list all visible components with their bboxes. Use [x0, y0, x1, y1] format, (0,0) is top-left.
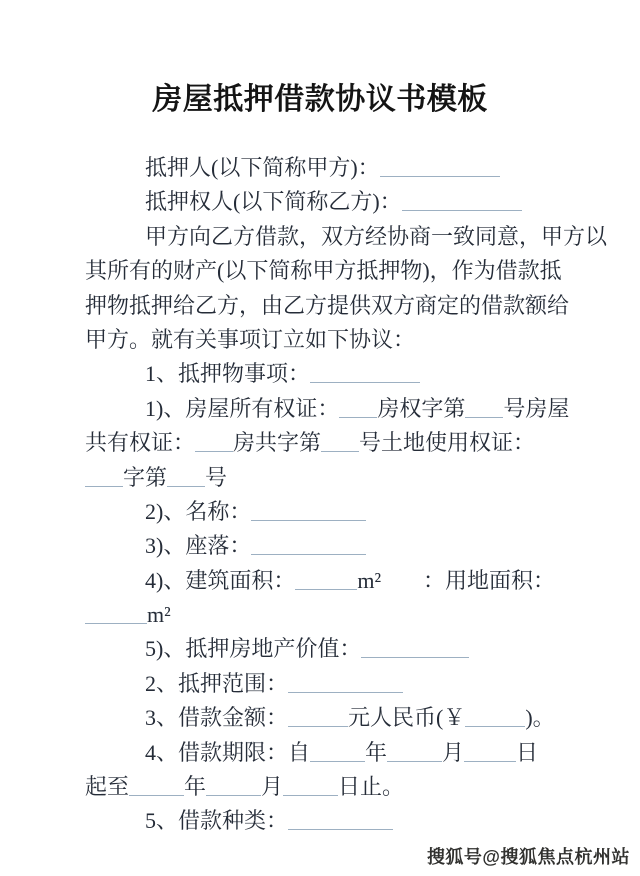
text-run: 年: [365, 739, 388, 765]
text-run: 年: [184, 774, 207, 800]
blank-underline: [310, 365, 420, 383]
blank-underline: [129, 778, 184, 796]
document-line: [85, 254, 597, 288]
text-run: m²: [357, 567, 382, 593]
blank-underline: [288, 709, 348, 727]
blank-underline: [339, 400, 377, 418]
text-run: 抵押人(以下简称甲方)：: [145, 155, 380, 180]
text-run: 4)、建筑面积：: [145, 567, 296, 593]
text-run: 其所有的财产(以下简称甲方抵押物)，作为借款抵: [85, 258, 562, 284]
document-line: [85, 804, 597, 838]
blank-underline: [465, 400, 503, 418]
document-line: [85, 151, 597, 185]
document-line: [85, 185, 597, 219]
text-run: 日: [516, 739, 539, 765]
text-run: 1)、房屋所有权证：: [145, 395, 340, 421]
watermark-text: 搜狐号@搜狐焦点杭州站: [426, 847, 630, 867]
blank-underline: [387, 744, 442, 762]
document-line: [85, 357, 597, 391]
document-line: [85, 770, 597, 804]
text-run: 号土地使用权证：: [359, 430, 536, 456]
blank-underline: [251, 503, 366, 521]
text-run: 甲方向乙方借款，双方经协商一致同意，甲方以: [145, 223, 608, 249]
text-run: 4、借款期限：自: [145, 739, 311, 765]
text-run: 甲方。就有关事项订立如下协议：: [85, 326, 416, 352]
document-line: [85, 564, 597, 598]
text-run: 日止。: [338, 774, 405, 800]
text-run: 共有权证：: [85, 430, 196, 456]
document-line: [85, 529, 597, 563]
text-run: 元人民币(￥: [348, 705, 466, 731]
text-run: 起至: [85, 774, 130, 800]
text-run: m²: [147, 602, 171, 628]
text-run: 月: [442, 739, 465, 765]
blank-underline: [206, 778, 261, 796]
document-line: [85, 220, 608, 254]
document-line: [85, 701, 597, 735]
text-run: 号房屋: [503, 395, 570, 421]
blank-underline: [167, 469, 205, 487]
blank-underline: [195, 434, 233, 452]
text-run: 抵押权人(以下简称乙方)：: [145, 189, 402, 215]
text-run: 3)、座落：: [145, 533, 252, 559]
document-line: [85, 392, 597, 426]
document-line: [85, 598, 597, 632]
blank-underline: [288, 812, 393, 830]
blank-underline: [465, 709, 525, 727]
document-title: 房屋抵押借款协议书模板: [152, 83, 488, 116]
blank-underline: [288, 675, 403, 693]
blank-underline: [85, 606, 147, 624]
text-run: )。: [525, 705, 555, 731]
blank-underline: [361, 640, 469, 658]
text-run: 2、抵押范围：: [145, 670, 289, 696]
blank-underline: [283, 778, 338, 796]
blank-underline: [464, 744, 516, 762]
text-run: 1、抵押物事项：: [145, 361, 311, 387]
document-lines: [85, 151, 608, 839]
blank-underline: [310, 744, 365, 762]
document-line: [85, 736, 597, 770]
document-line: [85, 289, 597, 323]
text-run: 3、借款金额：: [145, 705, 289, 731]
document-line: [85, 426, 597, 460]
text-run: 房权字第: [377, 395, 466, 421]
text-run: 字第: [123, 464, 168, 490]
document-line: [85, 323, 597, 357]
text-run: ：用地面积：: [423, 567, 556, 593]
blank-underline: [402, 193, 522, 211]
text-run: 号: [205, 464, 228, 490]
text-run: 月: [261, 774, 284, 800]
text-run: 5)、抵押房地产价值：: [145, 636, 362, 662]
text-run: 5、借款种类：: [145, 808, 289, 834]
text-run: 押物抵押给乙方，由乙方提供双方商定的借款额给: [85, 292, 570, 318]
blank-underline: [295, 572, 357, 590]
text-run: 房共字第: [233, 430, 322, 456]
document-line: [85, 495, 597, 529]
document-body: [85, 151, 608, 839]
document-line: [85, 632, 597, 666]
blank-underline: [251, 537, 366, 555]
blank-underline: [85, 469, 123, 487]
document-line: [85, 461, 597, 495]
document-line: [85, 667, 597, 701]
blank-underline: [380, 159, 500, 177]
blank-underline: [321, 434, 359, 452]
text-run: 2)、名称：: [145, 498, 252, 524]
